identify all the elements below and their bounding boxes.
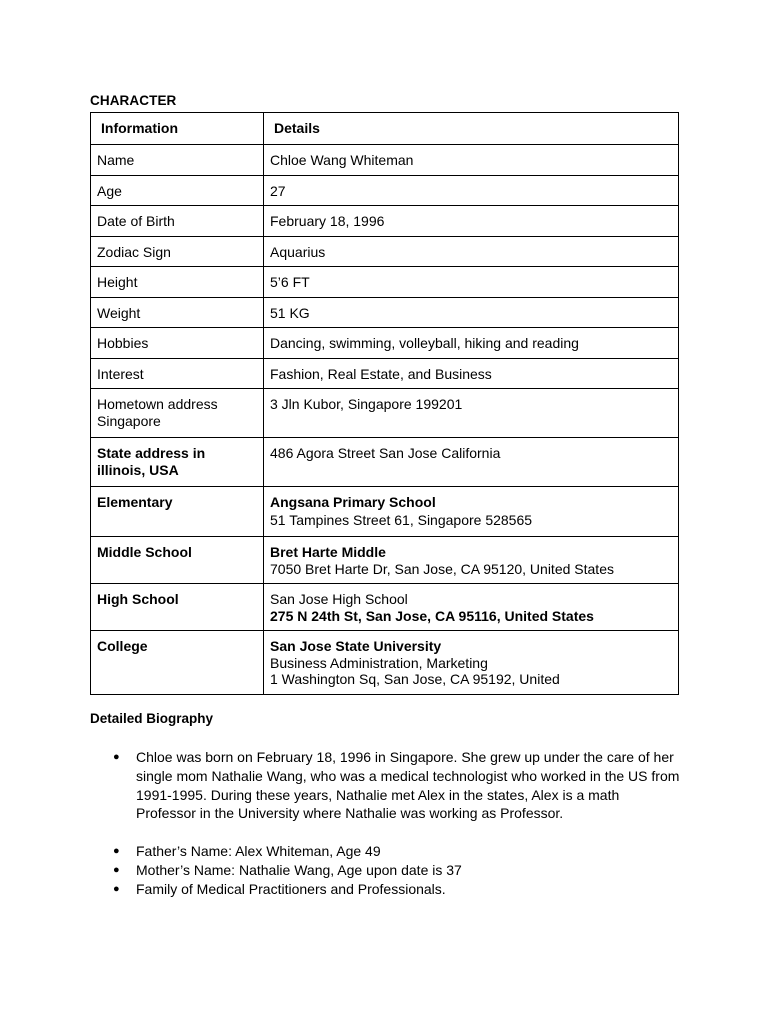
row-label: Name xyxy=(91,145,264,176)
table-row-high-school xyxy=(91,584,679,631)
row-value xyxy=(264,145,679,176)
row-label: Hobbies xyxy=(91,328,264,359)
table-row-name xyxy=(91,145,679,176)
table-header-row xyxy=(91,113,679,145)
row-label xyxy=(91,438,264,487)
row-value xyxy=(264,328,679,359)
table-row-height xyxy=(91,267,679,298)
value-line: February 18, 1996 xyxy=(270,213,385,229)
bullet-icon: ● xyxy=(113,863,120,876)
row-value xyxy=(264,297,679,328)
value-line: Fashion, Real Estate, and Business xyxy=(270,365,492,382)
row-label xyxy=(91,389,264,438)
value-line: 486 Agora Street San Jose California xyxy=(270,445,501,461)
row-value xyxy=(264,487,679,537)
row-label: Age xyxy=(91,175,264,206)
row-value xyxy=(264,358,679,389)
row-value xyxy=(264,236,679,267)
table-row-hobbies xyxy=(91,328,679,359)
character-info-table xyxy=(90,112,679,695)
list-item-text: Mother’s Name: Nathalie Wang, Age upon date is 37 xyxy=(136,861,462,878)
label-line: illinois, USA xyxy=(97,461,179,478)
row-label: College xyxy=(91,631,264,695)
row-value xyxy=(264,267,679,298)
row-label: Date of Birth xyxy=(91,206,264,237)
list-item xyxy=(113,861,683,880)
school-address: 1 Washington Sq, San Jose, CA 95192, United xyxy=(270,671,560,687)
school-name: San Jose High School xyxy=(270,591,408,607)
school-name: Angsana Primary School xyxy=(270,494,436,510)
header-details: Details xyxy=(264,113,679,145)
list-item xyxy=(113,748,683,823)
table-row-weight xyxy=(91,297,679,328)
list-item xyxy=(113,842,683,861)
row-value xyxy=(264,175,679,206)
list-item-text: Family of Medical Practitioners and Professionals. xyxy=(136,880,446,897)
school-address: 51 Tampines Street 61, Singapore 528565 xyxy=(270,511,533,528)
table-row-college xyxy=(91,631,679,695)
row-label: Zodiac Sign xyxy=(91,236,264,267)
table-row-zodiac-sign xyxy=(91,236,679,267)
row-label: Weight xyxy=(91,297,264,328)
value-line: 5’6 FT xyxy=(270,274,310,290)
row-value xyxy=(264,631,679,695)
bullet-icon: ● xyxy=(113,882,120,895)
value-line: 51 KG xyxy=(270,304,310,321)
character-heading: CHARACTER xyxy=(90,93,177,108)
school-address: 7050 Bret Harte Dr, San Jose, CA 95120, United States xyxy=(270,560,614,577)
value-line: 27 xyxy=(270,182,286,199)
row-value xyxy=(264,537,679,584)
list-item xyxy=(113,880,683,899)
table-row-elementary xyxy=(91,487,679,537)
college-major: Business Administration, Marketing xyxy=(270,654,488,671)
label-line: Singapore xyxy=(97,412,161,429)
row-value xyxy=(264,389,679,438)
value-line: Dancing, swimming, volleyball, hiking and reading xyxy=(270,335,579,351)
value-line: Chloe Wang Whiteman xyxy=(270,152,414,168)
table-row-date-of-birth xyxy=(91,206,679,237)
value-line: Aquarius xyxy=(270,243,326,260)
row-label: Height xyxy=(91,267,264,298)
value-line: 3 Jln Kubor, Singapore 199201 xyxy=(270,396,463,412)
school-name: Bret Harte Middle xyxy=(270,544,386,560)
header-information: Information xyxy=(91,113,264,145)
school-address: 275 N 24th St, San Jose, CA 95116, United States xyxy=(270,607,594,624)
row-label: High School xyxy=(91,584,264,631)
row-value xyxy=(264,206,679,237)
bullet-icon: ● xyxy=(113,751,120,763)
bullet-icon: ● xyxy=(113,845,120,858)
row-value xyxy=(264,584,679,631)
school-name: San Jose State University xyxy=(270,638,442,654)
row-label: Middle School xyxy=(91,537,264,584)
label-line: Hometown address xyxy=(97,396,218,412)
biography-list xyxy=(113,748,683,899)
table-row-hometown-address xyxy=(91,389,679,438)
table-row-interest xyxy=(91,358,679,389)
row-value xyxy=(264,438,679,487)
label-line: State address in xyxy=(97,445,206,461)
biography-heading: Detailed Biography xyxy=(90,711,214,726)
row-label: Interest xyxy=(91,358,264,389)
table-row-middle-school xyxy=(91,537,679,584)
row-label: Elementary xyxy=(91,487,264,537)
table-row-age xyxy=(91,175,679,206)
table-row-state-address xyxy=(91,438,679,487)
list-item-text: Father’s Name: Alex Whiteman, Age 49 xyxy=(136,843,381,860)
list-item-text: Chloe was born on February 18, 1996 in Singapore. She grew up under the care of her single mom Nathalie Wang, who was a medical technologist who worked in the US from 1991-1995. During these years, Nathalie met Alex in the states, Alex is a math Professor in the University where Nathalie was working as Professor. xyxy=(136,749,680,822)
